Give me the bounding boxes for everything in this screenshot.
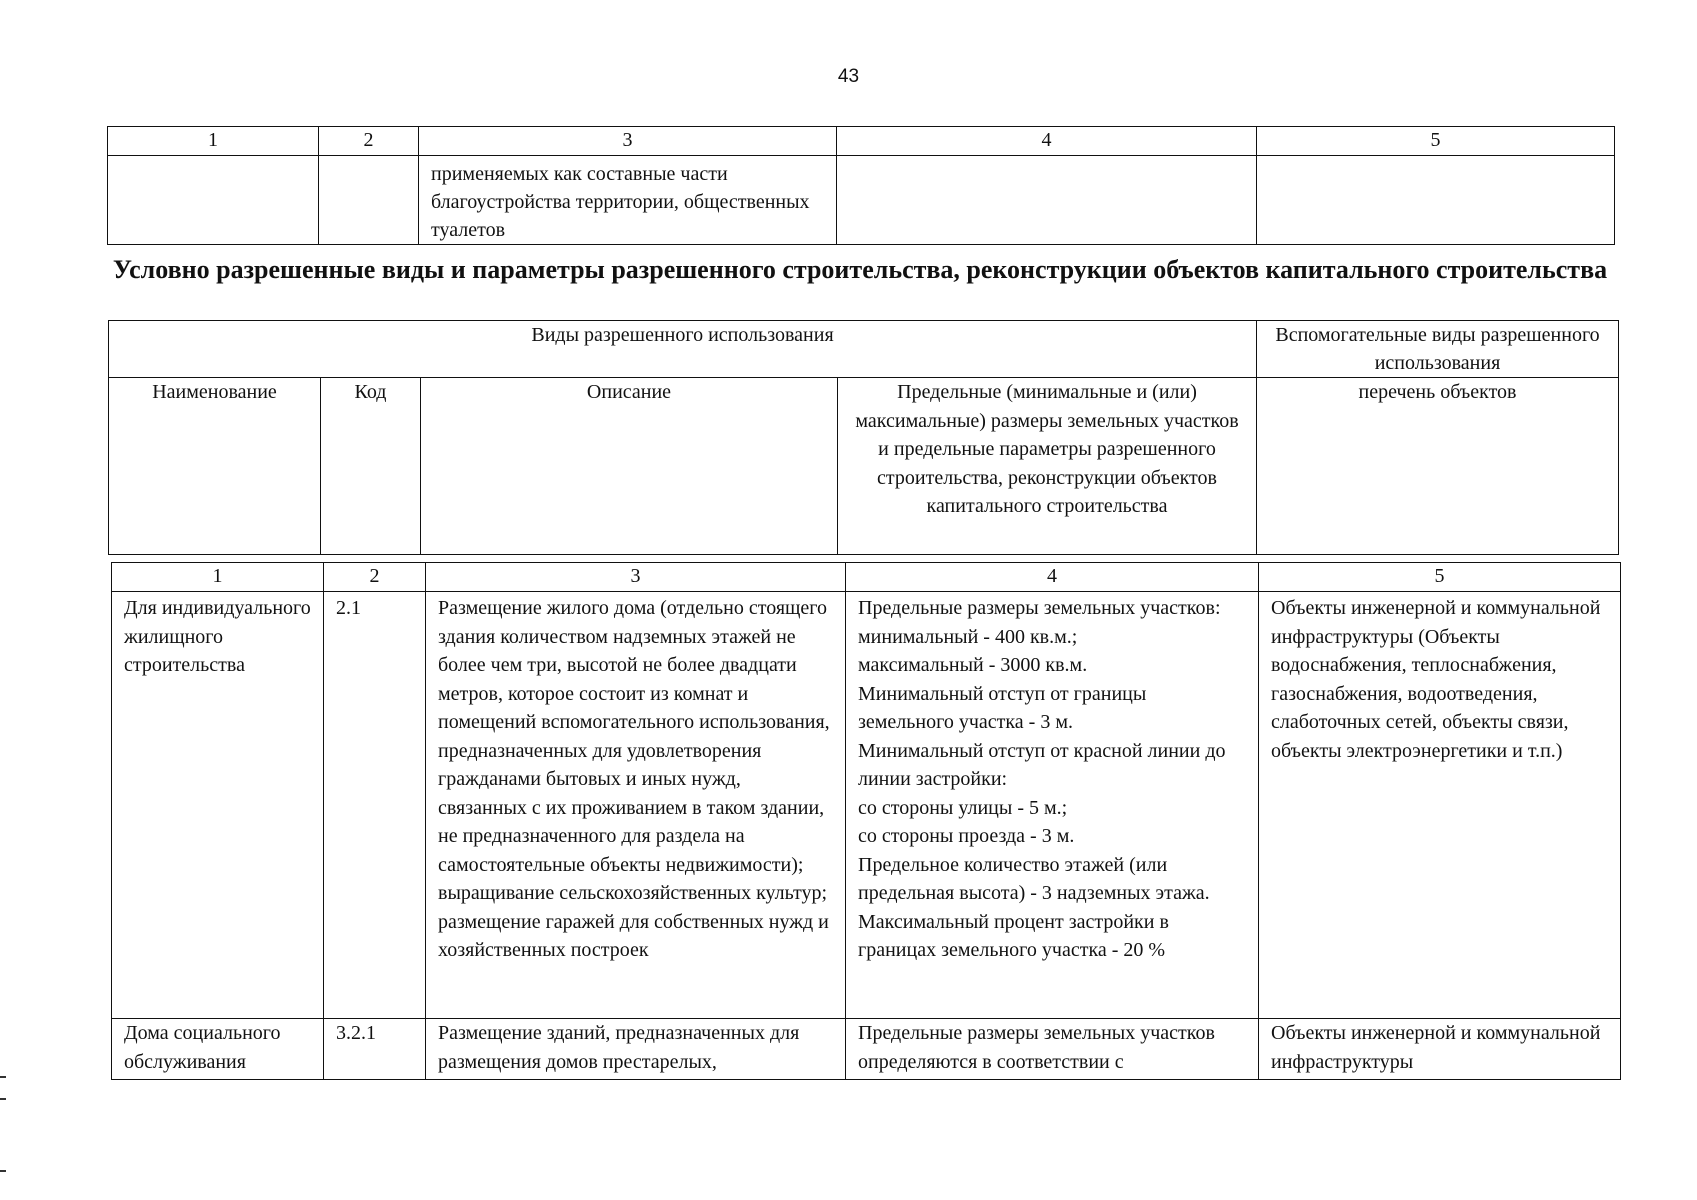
column-number: 1 [108, 127, 319, 156]
column-number-row [112, 563, 1621, 592]
params-cell [837, 156, 1257, 245]
column-header-name: Наименование [109, 378, 321, 555]
code-cell [319, 156, 419, 245]
code-cell: 3.2.1 [324, 1019, 426, 1080]
column-number: 4 [837, 127, 1257, 156]
column-number: 1 [112, 563, 324, 592]
column-number: 4 [846, 563, 1259, 592]
params-line: Минимальный отступ от красной линии до линии застройки: [858, 739, 1226, 790]
page-number: 43 [837, 66, 860, 87]
description-cell: Размещение жилого дома (отдельно стоящего здания количеством надземных этажей не более чем три, высотой не более двадцати метров, которое состоит из комнат и помещений вспомогательного использования, предназначенных для удовлетворения гражданами бытовых и иных нужд, связанных с их проживанием в таком здании, не предназначенного для раздела на самостоятельные объекты недвижимости); выращивание сельскохозяйственных культур; размещение гаражей для собственных нужд и хозяйственных построек [426, 592, 846, 1019]
column-header-code: Код [321, 378, 421, 555]
auxiliary-cell: Объекты инженерной и коммунальной инфраструктуры [1259, 1019, 1621, 1080]
params-line: Предельные размеры земельных участков определяются в соответствии с [858, 1022, 1215, 1073]
section-title: Условно разрешенные виды и параметры разрешенного строительства, реконструкции объектов капитального строительства [112, 255, 1608, 284]
params-line: Максимальный процент застройки в границах земельного участка - 20 % [858, 910, 1169, 961]
name-cell: Дома социального обслуживания [112, 1019, 324, 1080]
header-table [108, 320, 1619, 555]
header-row [109, 321, 1619, 378]
column-header-description: Описание [421, 378, 838, 555]
description-cell: применяемых как составные части благоустройства территории, общественных туалетов [419, 156, 837, 245]
params-cell [846, 592, 1259, 1019]
table-row [112, 592, 1621, 1019]
column-number: 2 [324, 563, 426, 592]
margin-mark [0, 1170, 6, 1172]
column-number: 5 [1257, 127, 1615, 156]
auxiliary-cell: Объекты инженерной и коммунальной инфраструктуры (Объекты водоснабжения, теплоснабжения, газоснабжения, водоотведения, слаботочных сетей, объекты связи, объекты электроэнергетики и т.п.) [1259, 592, 1621, 1019]
params-line: со стороны проезда - 3 м. [858, 825, 1075, 847]
column-number: 3 [426, 563, 846, 592]
name-cell [108, 156, 319, 245]
header-aux: Вспомогательные виды разрешенного использования [1257, 321, 1619, 378]
params-line: со стороны улицы - 5 м.; [858, 796, 1068, 819]
code-cell: 2.1 [324, 592, 426, 1019]
header-row [109, 378, 1619, 555]
table-row [108, 156, 1615, 245]
params-line: Предельное количество этажей (или предельная высота) - 3 надземных этажа. [858, 853, 1210, 904]
margin-mark [0, 1076, 6, 1100]
column-number: 3 [419, 127, 837, 156]
name-cell: Для индивидуального жилищного строительства [112, 592, 324, 1019]
params-line: Минимальный отступ от границы земельного участка - 3 м. [858, 682, 1147, 733]
column-header-objects: перечень объектов [1257, 378, 1619, 555]
column-number-row [108, 127, 1615, 156]
auxiliary-cell [1257, 156, 1615, 245]
data-table [111, 562, 1621, 1080]
table-row [112, 1019, 1621, 1080]
params-cell [846, 1019, 1259, 1080]
column-number: 2 [319, 127, 419, 156]
params-line: Предельные размеры земельных участков: [858, 597, 1221, 619]
column-number: 5 [1259, 563, 1621, 592]
header-main: Виды разрешенного использования [109, 321, 1257, 378]
column-header-params: Предельные (минимальные и (или) максимальные) размеры земельных участков и предельные параметры разрешенного строительства, реконструкции объектов капитального строительства [838, 378, 1257, 555]
description-cell: Размещение зданий, предназначенных для размещения домов престарелых, [426, 1019, 846, 1080]
params-line: минимальный - 400 кв.м.; [858, 625, 1078, 648]
params-line: максимальный - 3000 кв.м. [858, 654, 1088, 676]
continuation-table [107, 126, 1615, 245]
